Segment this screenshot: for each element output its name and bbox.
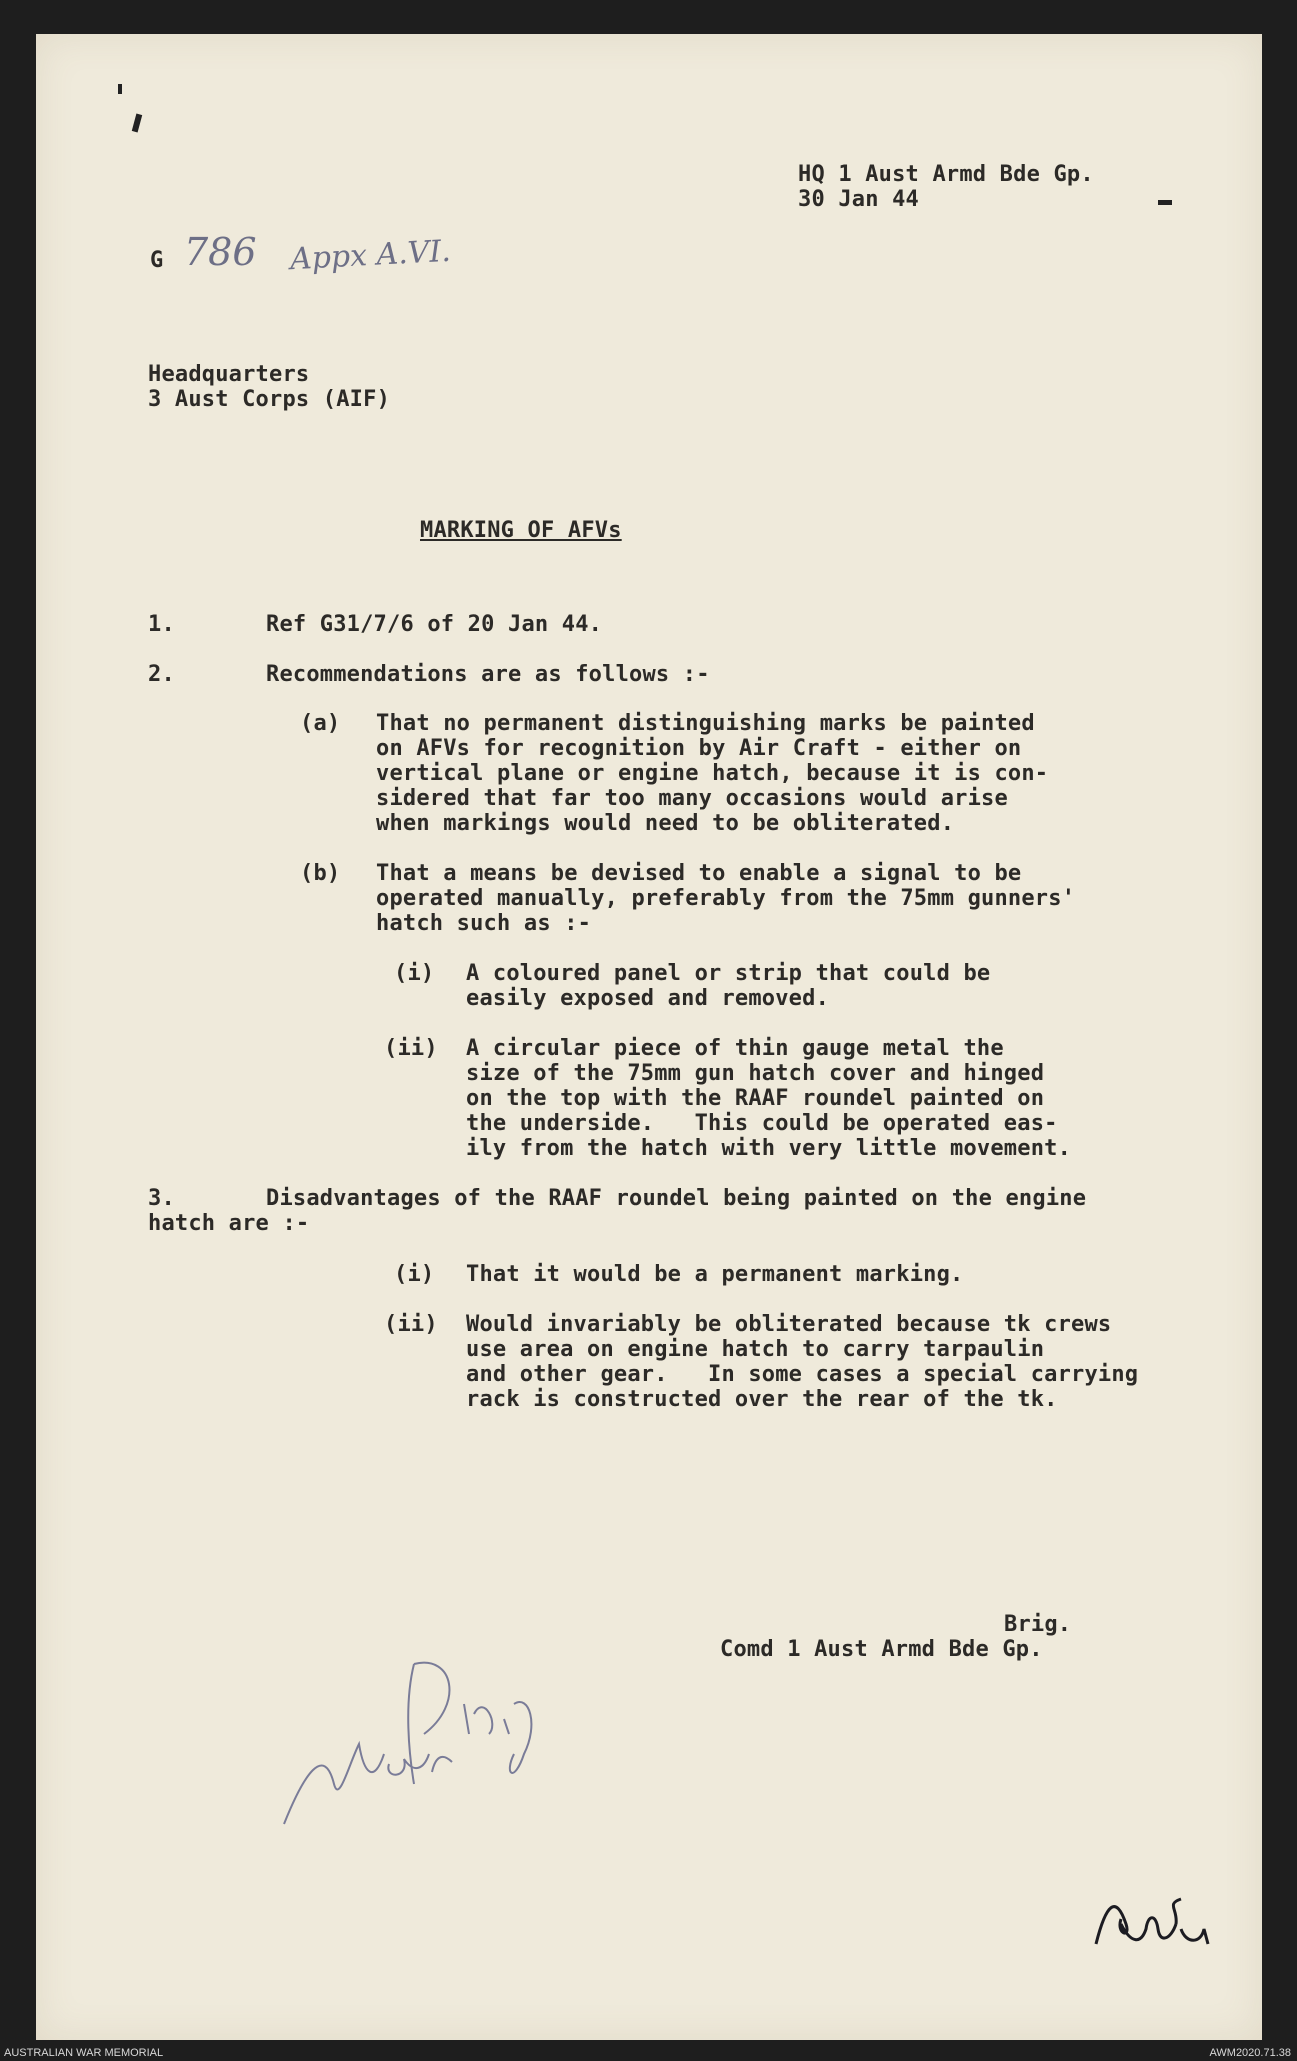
para-2b-label: (b)	[300, 861, 341, 886]
addressee-line2: 3 Aust Corps (AIF)	[148, 387, 391, 412]
para-3-i-line: That it would be a permanent marking.	[466, 1262, 964, 1287]
para-2b-ii-label: (ii)	[384, 1036, 438, 1061]
header-unit: HQ 1 Aust Armd Bde Gp.	[798, 162, 1094, 187]
addressee-line1: Headquarters	[148, 362, 310, 387]
para-2b-ii-line: A circular piece of thin gauge metal the	[466, 1036, 1004, 1061]
para-2a-line: when markings would need to be obliterated.	[376, 811, 955, 836]
header-date: 30 Jan 44	[798, 187, 920, 212]
para-2b-line: operated manually, preferably from the 75mm gunners'	[376, 886, 1076, 911]
para-2-number: 2.	[148, 662, 175, 687]
para-2b-ii-line: ily from the hatch with very little movement.	[466, 1136, 1072, 1161]
document-title: MARKING OF AFVs	[420, 518, 622, 543]
para-3-line2: hatch are :-	[148, 1211, 310, 1236]
para-2a-line: vertical plane or engine hatch, because it is con-	[376, 761, 1049, 786]
para-1-text: Ref G31/7/6 of 20 Jan 44.	[266, 612, 603, 637]
para-2b-line: hatch such as :-	[376, 911, 592, 936]
para-3-ii-line: use area on engine hatch to carry tarpaulin	[466, 1337, 1045, 1362]
document-page	[36, 34, 1262, 2040]
signature-title: Comd 1 Aust Armd Bde Gp.	[720, 1637, 1043, 1662]
ink-mark	[1158, 200, 1172, 205]
war-diary-handwriting	[264, 1634, 564, 1844]
para-3-ii-line: rack is constructed over the rear of the tk.	[466, 1387, 1058, 1412]
file-ref-letter: G	[150, 248, 164, 273]
footer-left: AUSTRALIAN WAR MEMORIAL	[4, 2047, 164, 2059]
para-3-line1: Disadvantages of the RAAF roundel being painted on the engine	[266, 1186, 1087, 1211]
para-2b-i-label: (i)	[394, 961, 435, 986]
para-3-ii-line: Would invariably be obliterated because tk crews	[466, 1312, 1112, 1337]
para-2b-ii-line: on the top with the RAAF roundel painted on	[466, 1086, 1045, 1111]
para-3-number: 3.	[148, 1186, 175, 1211]
initials-signature	[1086, 1884, 1226, 1964]
para-2a-line: That no permanent distinguishing marks be painted	[376, 711, 1035, 736]
para-2a-label: (a)	[300, 711, 341, 736]
para-3-ii-label: (ii)	[384, 1312, 438, 1337]
file-ref-appendix: Appx A.VI.	[289, 233, 452, 278]
para-3-ii-line: and other gear. In some cases a special carrying	[466, 1362, 1139, 1387]
para-2b-ii-line: size of the 75mm gun hatch cover and hinged	[466, 1061, 1045, 1086]
punch-mark	[132, 114, 142, 133]
para-2-text: Recommendations are as follows :-	[266, 662, 710, 687]
para-2b-i-line: easily exposed and removed.	[466, 986, 830, 1011]
signature-rank: Brig.	[1004, 1612, 1072, 1637]
para-2a-line: on AFVs for recognition by Air Craft - either on	[376, 736, 1022, 761]
footer-right: AWM2020.71.38	[1209, 2047, 1291, 2059]
para-2b-line: That a means be devised to enable a signal to be	[376, 861, 1022, 886]
para-2b-i-line: A coloured panel or strip that could be	[466, 961, 991, 986]
punch-mark	[118, 84, 122, 94]
para-2b-ii-line: the underside. This could be operated eas-	[466, 1111, 1058, 1136]
file-ref-number: 786	[184, 230, 257, 274]
para-1-number: 1.	[148, 612, 175, 637]
para-2a-line: sidered that far too many occasions would arise	[376, 786, 1008, 811]
para-3-i-label: (i)	[394, 1262, 435, 1287]
